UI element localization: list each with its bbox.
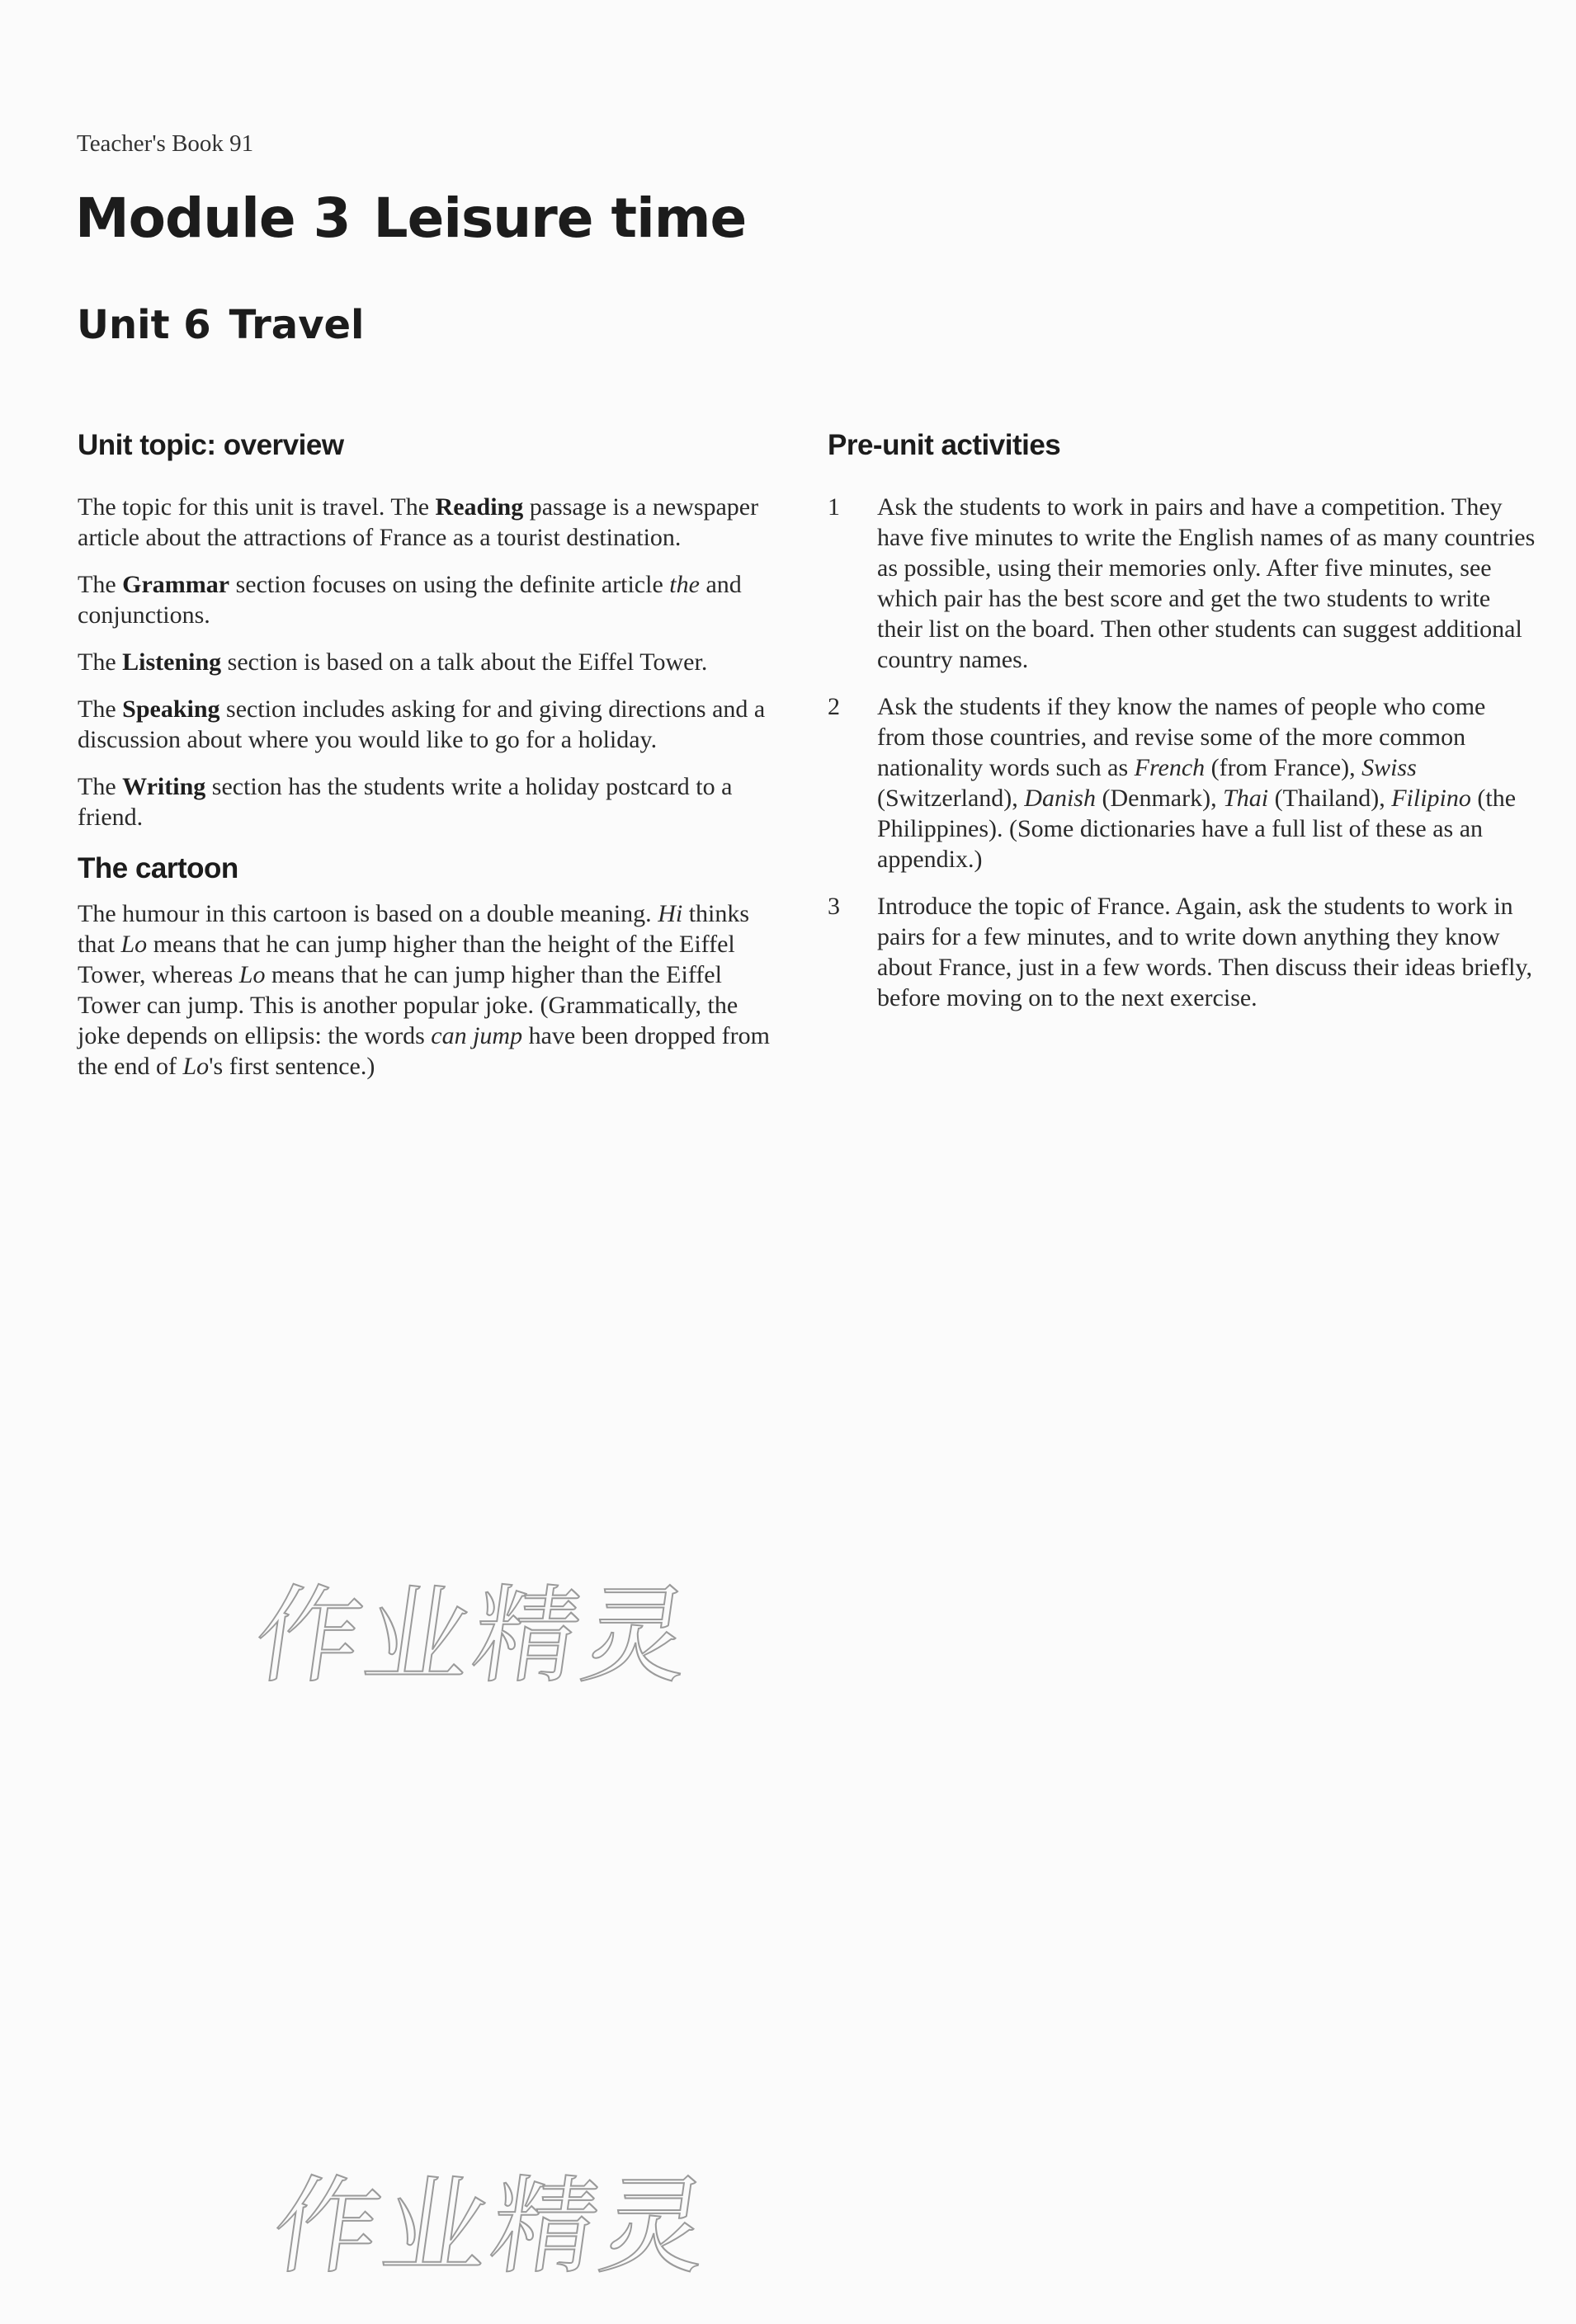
activity-item xyxy=(828,492,1537,675)
activity-number: 1 xyxy=(828,493,840,521)
watermark-top: 作业精灵 xyxy=(247,1575,701,1698)
overview-paragraph-writing: The Writing section has the students write a holiday postcard to a friend. xyxy=(78,773,733,831)
overview-heading: Unit topic: overview xyxy=(78,429,344,461)
overview-paragraph-reading: The topic for this unit is travel. The Reading passage is a newspaper article about the attractions of France as a tourist destination. xyxy=(78,493,759,551)
activity-text: Ask the students if they know the names of people who come from those countries, and revise some of the more common nationality words such as French (from France), Swiss (Switzerland), Danish (Denmark), Thai (Thailand), Filipino (the Philippines). (Some dictionaries have a full list of these as an appendix.) xyxy=(877,693,1517,873)
overview-paragraph-listening: The Listening section is based on a talk about the Eiffel Tower. xyxy=(78,648,708,676)
unit-label: Unit 6 xyxy=(77,302,211,348)
overview-paragraph-grammar: The Grammar section focuses on using the definite article the and conjunctions. xyxy=(78,571,742,629)
running-head: Teacher's Book 91 xyxy=(77,130,254,157)
cartoon-heading: The cartoon xyxy=(78,852,238,884)
left-column xyxy=(78,427,779,1098)
right-column xyxy=(828,427,1537,1030)
activity-text: Introduce the topic of France. Again, ask the students to work in pairs for a few minutes, and to write down anything they know about France, just in a few words. Then discuss their ideas briefly, before moving on to the next exercise. xyxy=(877,893,1532,1011)
activity-number: 2 xyxy=(828,693,840,720)
pre-unit-heading: Pre-unit activities xyxy=(828,429,1061,461)
watermark-bottom: 作业精灵 xyxy=(265,2166,719,2289)
overview-paragraph-speaking: The Speaking section includes asking for and giving directions and a discussion about where you would like to go for a holiday. xyxy=(78,695,766,753)
module-title xyxy=(75,186,746,250)
cartoon-paragraph: The humour in this cartoon is based on a double meaning. Hi thinks that Lo means that he can jump higher than the height of the Eiffel Tower, whereas Lo means that he can jump higher than the Eiffel Tower can jump. This is another popular joke. (Grammatically, the joke depends on ellipsis: the words can jump have been dropped from the end of Lo's first sentence.) xyxy=(78,900,770,1080)
unit-name: Travel xyxy=(229,302,365,348)
module-label: Module 3 xyxy=(75,186,351,250)
activity-text: Ask the students to work in pairs and have a competition. They have five minutes to write the English names of as many countries as possible, using their memories only. After five minutes, see which pair has the best score and get the two students to write their list on the board. Then other students can suggest additional country names. xyxy=(877,493,1536,673)
module-name: Leisure time xyxy=(373,186,747,250)
activity-number: 3 xyxy=(828,893,840,920)
unit-title xyxy=(77,302,364,348)
activity-item xyxy=(828,691,1537,874)
activity-item xyxy=(828,891,1537,1013)
